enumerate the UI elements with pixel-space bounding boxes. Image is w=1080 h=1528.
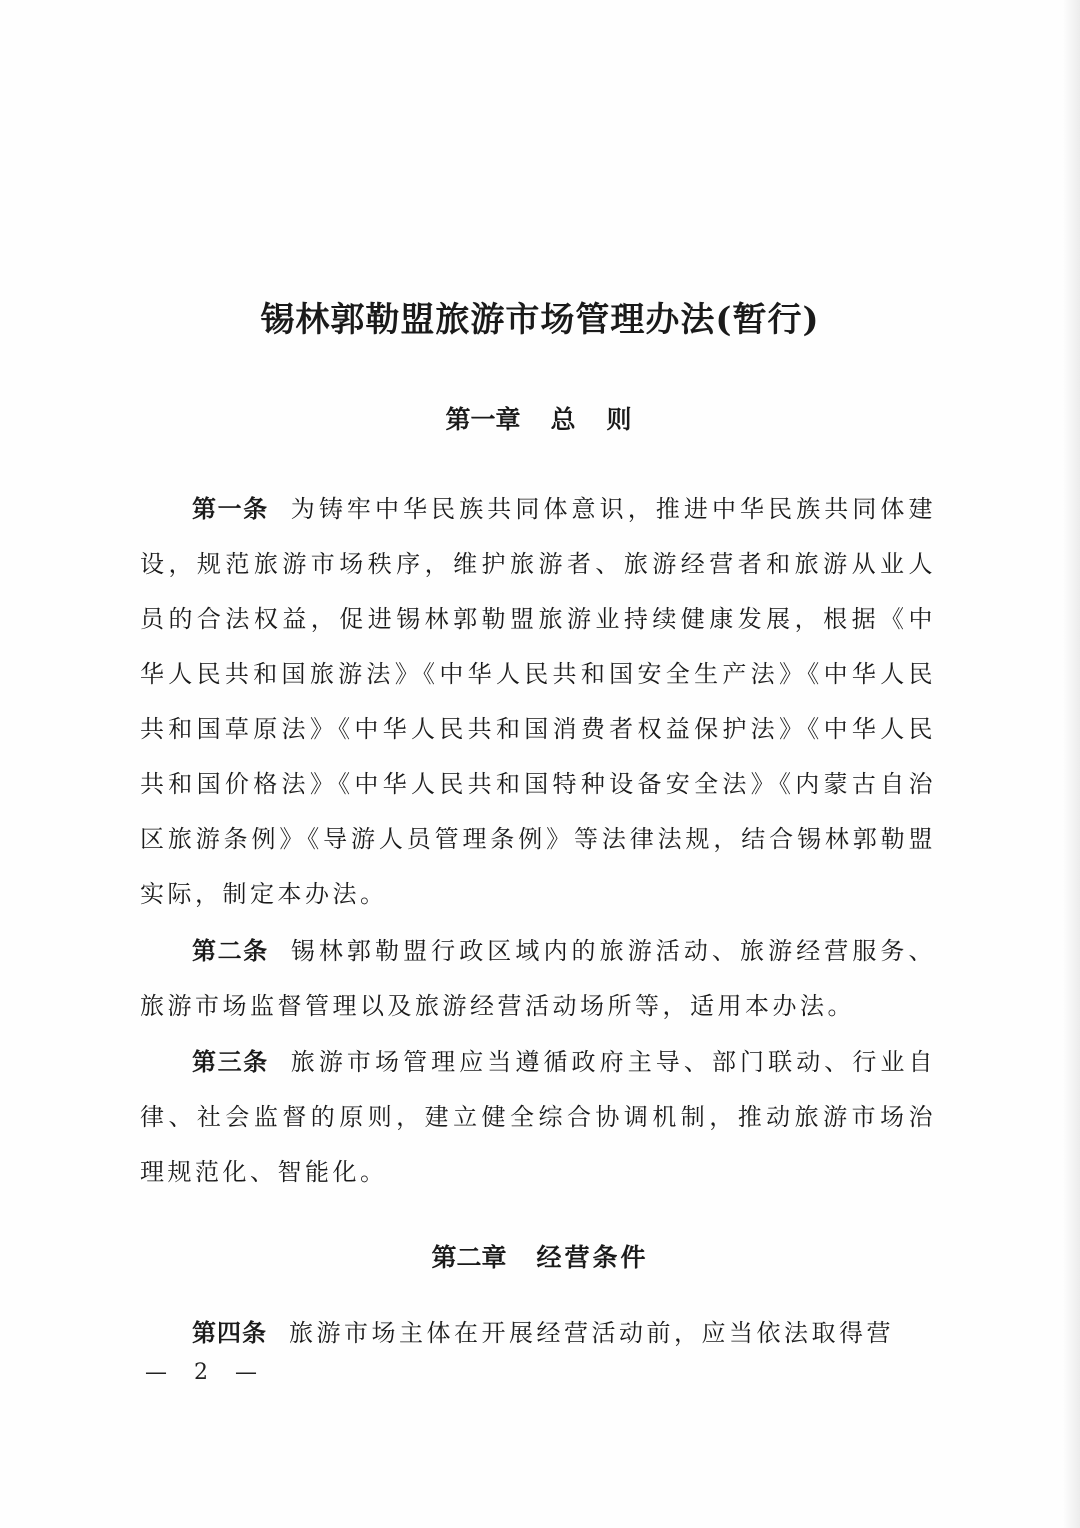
article-number: 第二条: [192, 937, 269, 965]
article-number: 第一条: [192, 495, 269, 523]
chapter-heading-2: [0, 1238, 1080, 1274]
article-1: [140, 482, 936, 922]
page-edge-shadow: [1062, 0, 1080, 1528]
article-number: 第三条: [192, 1048, 269, 1076]
article-text: 旅游市场主体在开展经营活动前，应当依法取得营: [289, 1319, 894, 1347]
article-3: [140, 1035, 936, 1200]
article-text: 为铸牢中华民族共同体意识，推进中华民族共同体建设，规范旅游市场秩序，维护旅游者、旅游经营者和旅游从业人员的合法权益，促进锡林郭勒盟旅游业持续健康发展，根据《中华人民共和国旅游法》《中华人民共和国安全生产法》《中华人民共和国草原法》《中华人民共和国消费者权益保护法》《中华人民共和国价格法》《中华人民共和国特种设备安全法》《内蒙古自治区旅游条例》《导游人员管理条例》等法律法规，结合锡林郭勒盟实际，制定本办法。: [140, 495, 937, 908]
article-2: [140, 924, 936, 1034]
document-title: 锡林郭勒盟旅游市场管理办法(暂行): [260, 300, 820, 340]
page-number: — 2 —: [145, 1360, 267, 1385]
chapter-title: 经营条件: [536, 1243, 649, 1272]
chapter-title: 总 则: [550, 405, 635, 434]
article-text: 旅游市场管理应当遵循政府主导、部门联动、行业自律、社会监督的原则，建立健全综合协调机制，推动旅游市场治理规范化、智能化。: [140, 1048, 937, 1186]
article-number: 第四条: [192, 1319, 267, 1347]
chapter-number: 第二章: [431, 1243, 507, 1272]
article-text: 锡林郭勒盟行政区域内的旅游活动、旅游经营服务、旅游市场监督管理以及旅游经营活动场所等，适用本办法。: [140, 937, 937, 1020]
chapter-heading-1: [0, 400, 1080, 436]
chapter-number: 第一章: [445, 405, 521, 434]
article-4: [140, 1306, 936, 1361]
